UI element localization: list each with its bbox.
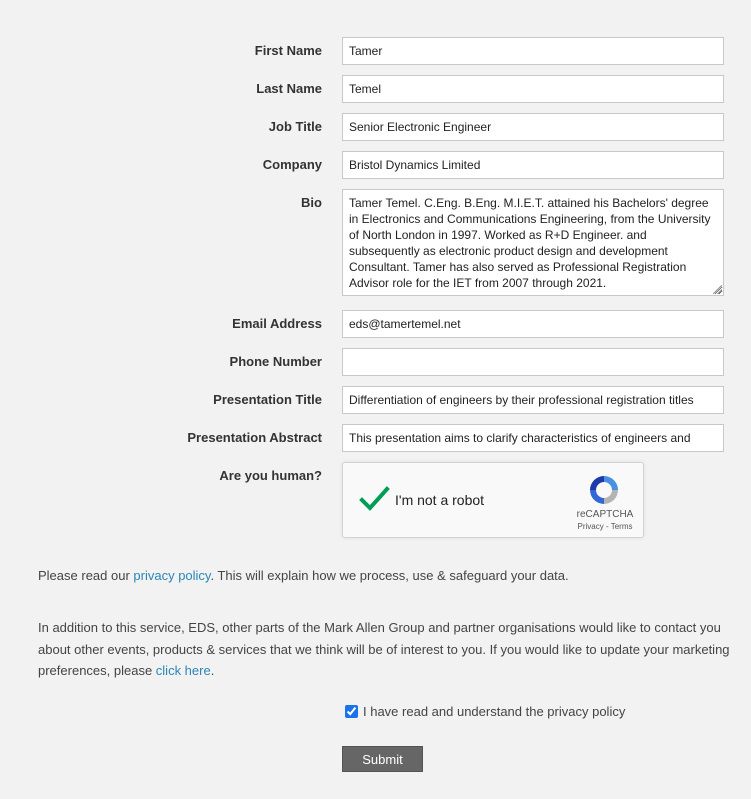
recaptcha-label: I'm not a robot bbox=[395, 492, 485, 508]
first-name-label: First Name bbox=[254, 43, 322, 58]
click-here-link[interactable]: click here bbox=[155, 663, 211, 678]
recaptcha-logo-icon bbox=[587, 473, 621, 507]
human-label: Are you human? bbox=[219, 468, 322, 483]
phone-input[interactable] bbox=[342, 348, 724, 376]
resize-grip-icon[interactable] bbox=[713, 285, 722, 294]
privacy-prefix: Please read our bbox=[38, 568, 134, 583]
first-name-input[interactable] bbox=[342, 37, 724, 65]
bio-textarea[interactable] bbox=[342, 189, 724, 296]
last-name-label: Last Name bbox=[256, 81, 322, 96]
marketing-text: In addition to this service, EDS, other parts of the Mark Allen Group and partner organisations would like to contact you about other events, products & services that we think will be of interest to you. If you would like to update your marketing preferences, please bbox=[38, 620, 730, 678]
privacy-policy-link[interactable]: privacy policy bbox=[133, 568, 211, 583]
company-label: Company bbox=[262, 157, 322, 172]
presentation-abstract-label: Presentation Abstract bbox=[187, 430, 322, 445]
presentation-title-label: Presentation Title bbox=[213, 392, 322, 407]
job-title-label: Job Title bbox=[268, 119, 322, 134]
last-name-input[interactable] bbox=[342, 75, 724, 103]
marketing-suffix: . bbox=[210, 663, 215, 678]
recaptcha-brand: reCAPTCHA bbox=[576, 509, 634, 520]
email-input[interactable] bbox=[342, 310, 724, 338]
bio-text: Tamer Temel. C.Eng. B.Eng. M.I.E.T. attained his Bachelors' degree in Electronics and Communications Engineering, from the University of North London in 1997. Worked as R+D Engineer. and subsequently as electronic product design and development Consultant. Tamer has also served as Professional Registration Advisor role for the IET from 2007 through 2021. bbox=[349, 196, 711, 290]
privacy-notice bbox=[38, 565, 738, 587]
recaptcha-widget[interactable] bbox=[342, 462, 644, 538]
submit-button[interactable]: Submit bbox=[342, 746, 423, 772]
consent-label: I have read and understand the privacy policy bbox=[363, 704, 626, 719]
company-input[interactable] bbox=[342, 151, 724, 179]
consent-checkbox[interactable] bbox=[345, 705, 358, 718]
presentation-title-input[interactable] bbox=[342, 386, 724, 414]
checkmark-icon[interactable] bbox=[358, 483, 390, 515]
email-label: Email Address bbox=[232, 316, 322, 331]
recaptcha-privacy-terms[interactable]: Privacy - Terms bbox=[577, 522, 633, 531]
phone-label: Phone Number bbox=[229, 354, 322, 369]
job-title-input[interactable] bbox=[342, 113, 724, 141]
presentation-abstract-input[interactable] bbox=[342, 424, 724, 452]
consent-row bbox=[345, 704, 625, 719]
privacy-suffix: . This will explain how we process, use & safeguard your data. bbox=[210, 568, 569, 583]
marketing-notice bbox=[38, 617, 738, 682]
bio-label: Bio bbox=[301, 195, 322, 210]
